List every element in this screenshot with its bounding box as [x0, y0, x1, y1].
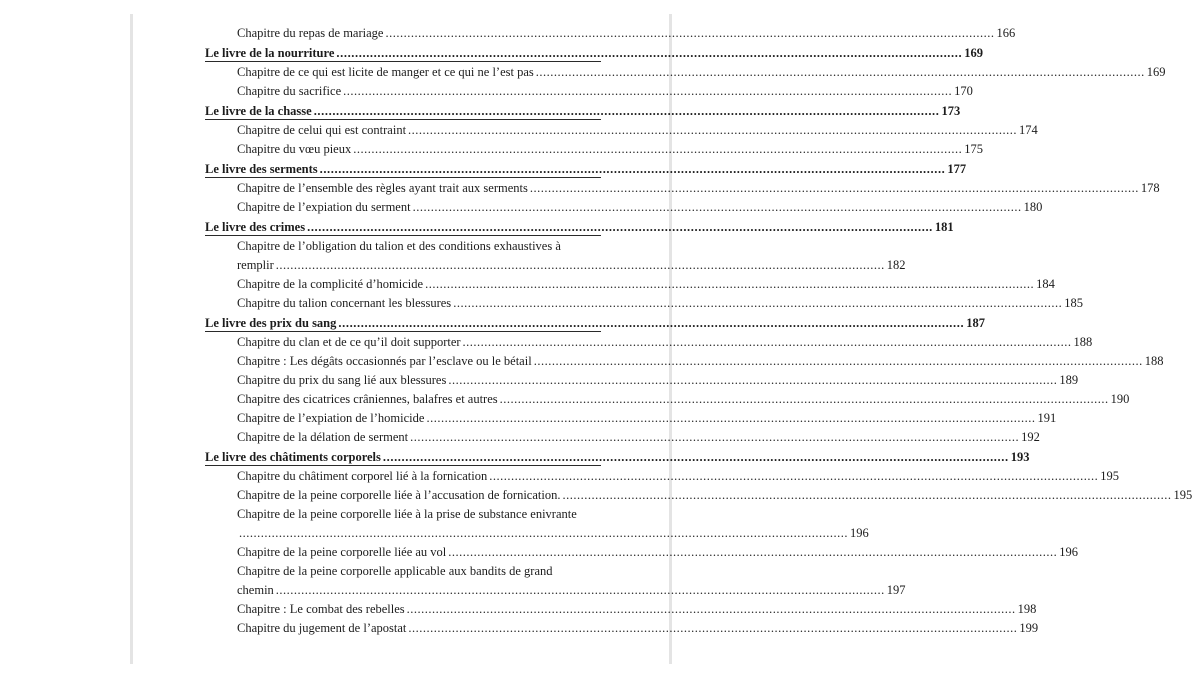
dot-leader — [410, 428, 1019, 447]
toc-entry-title: Chapitre de la délation de serment — [237, 430, 409, 444]
toc-entry-title-line2: chemin — [237, 583, 274, 597]
toc-page-number: 180 — [1023, 200, 1043, 214]
toc-page-number: 191 — [1037, 411, 1057, 425]
toc-book-heading — [205, 447, 1030, 467]
toc-page-number: 181 — [934, 220, 954, 234]
dot-leader — [407, 600, 1016, 619]
toc-entry-title: Chapitre du repas de mariage — [237, 26, 384, 40]
toc-entry-title-line2: remplir — [237, 258, 274, 272]
toc-page-number: 196 — [850, 526, 869, 540]
toc-page-number: 195 — [1100, 469, 1120, 483]
toc-page-number: 198 — [1017, 602, 1037, 616]
toc-chapter-entry — [237, 24, 1016, 43]
dot-leader — [385, 24, 994, 43]
toc-entry-line2 — [237, 581, 906, 600]
toc-page-number: 188 — [1144, 354, 1164, 368]
toc-chapter-entry — [237, 140, 983, 159]
toc-page-number: 169 — [964, 46, 983, 60]
dot-leader — [448, 543, 1057, 562]
toc-chapter-entry — [237, 121, 1038, 140]
toc-entry-title-line1: Chapitre de la peine corporelle applicable aux bandits de grand — [237, 564, 553, 578]
toc-page-number: 178 — [1140, 181, 1160, 195]
toc-chapter-entry — [237, 237, 906, 275]
dot-leader — [536, 63, 1145, 82]
toc-entry-title: Chapitre du sacrifice — [237, 84, 342, 98]
toc-chapter-entry — [237, 82, 973, 101]
toc-chapter-entry — [237, 409, 1057, 428]
toc-entry-title: Chapitre de la complicité d’homicide — [237, 277, 424, 291]
toc-chapter-entry — [237, 600, 1037, 619]
dot-leader — [453, 294, 1062, 313]
toc-page-number: 182 — [886, 258, 906, 272]
dot-leader — [562, 486, 1171, 505]
toc-page-number: 175 — [964, 142, 983, 156]
toc-page-number: 190 — [1110, 392, 1130, 406]
toc-entry-title: Le livre de la chasse — [205, 104, 312, 118]
toc-entry-title: Chapitre : Le combat des rebelles — [237, 602, 405, 616]
toc-entry-title: Le livre des serments — [205, 162, 318, 176]
dot-leader — [353, 140, 962, 159]
toc-entry-title: Chapitre de la peine corporelle liée à l’accusation de fornication. — [237, 488, 561, 502]
toc-page-number: 184 — [1036, 277, 1055, 291]
toc-entry-title: Le livre des crimes — [205, 220, 306, 234]
toc-page-number: 195 — [1173, 488, 1192, 502]
toc-entry-title: Chapitre de l’expiation de l’homicide — [237, 411, 425, 425]
toc-entry-title: Chapitre du clan et de ce qu’il doit supporter — [237, 335, 461, 349]
toc-chapter-entry — [237, 352, 1164, 371]
toc-book-heading — [205, 217, 954, 237]
dot-leader — [408, 619, 1017, 638]
dot-leader — [383, 447, 1009, 467]
toc-entry-title: Le livre des châtiments corporels — [205, 450, 381, 464]
toc-book-heading — [205, 43, 983, 63]
toc-entry-title: Chapitre du prix du sang lié aux blessures — [237, 373, 447, 387]
toc-chapter-entry — [237, 562, 906, 600]
dot-leader — [320, 159, 946, 179]
toc-entry-line2 — [237, 256, 906, 275]
toc-entry-title: Chapitre du talion concernant les blessures — [237, 296, 452, 310]
toc-page-number: 166 — [996, 26, 1016, 40]
dot-leader — [426, 409, 1035, 428]
toc-page-number: 189 — [1059, 373, 1079, 387]
toc-chapter-entry — [237, 505, 869, 543]
toc-chapter-entry — [237, 333, 1093, 352]
toc-chapter-entry — [237, 275, 1055, 294]
toc-chapter-entry — [237, 294, 1083, 313]
dot-leader — [343, 82, 952, 101]
dot-leader — [276, 581, 885, 600]
dot-leader — [314, 101, 940, 121]
toc-chapter-entry — [237, 467, 1120, 486]
toc-page-number: 185 — [1064, 296, 1083, 310]
toc-page-number: 177 — [947, 162, 967, 176]
dot-leader — [534, 352, 1143, 371]
toc-entry-title: Chapitre du jugement de l’apostat — [237, 621, 407, 635]
toc-chapter-entry — [237, 619, 1039, 638]
toc-entry-title: Chapitre de l’ensemble des règles ayant trait aux serments — [237, 181, 528, 195]
toc-entry-title: Chapitre de ce qui est licite de manger et ce qui ne l’est pas — [237, 65, 534, 79]
dot-leader — [239, 524, 848, 543]
toc-page-number: 199 — [1019, 621, 1039, 635]
toc-page-number: 197 — [886, 583, 906, 597]
toc-entry-title-line1: Chapitre de la peine corporelle liée à la prise de substance enivrante — [237, 507, 577, 521]
toc-entry-title: Chapitre du châtiment corporel lié à la fornication — [237, 469, 488, 483]
toc-chapter-entry — [237, 198, 1043, 217]
toc-chapter-entry — [237, 63, 1166, 82]
toc-entry-title: Chapitre des cicatrices crâniennes, balafres et autres — [237, 392, 498, 406]
dot-leader — [530, 179, 1139, 198]
toc-page-number: 192 — [1021, 430, 1040, 444]
toc-page-number: 174 — [1019, 123, 1038, 137]
dot-leader — [413, 198, 1022, 217]
toc-chapter-entry — [237, 390, 1130, 409]
dot-leader — [408, 121, 1017, 140]
book-page — [130, 14, 1192, 664]
dot-leader — [336, 43, 962, 63]
dot-leader — [338, 313, 964, 333]
dot-leader — [448, 371, 1057, 390]
dot-leader — [463, 333, 1072, 352]
toc-entry-title: Chapitre : Les dégâts occasionnés par l’esclave ou le bétail — [237, 354, 532, 368]
toc-chapter-entry — [237, 371, 1079, 390]
toc-page-number: 187 — [966, 316, 985, 330]
toc-page-number: 196 — [1059, 545, 1079, 559]
toc-entry-title: Chapitre de celui qui est contraint — [237, 123, 407, 137]
toc-page-number: 169 — [1146, 65, 1166, 79]
toc-chapter-entry — [237, 486, 1192, 505]
toc-page-number: 170 — [954, 84, 973, 98]
dot-leader — [489, 467, 1098, 486]
toc-entry-title: Le livre de la nourriture — [205, 46, 335, 60]
toc-entry-line2 — [237, 524, 869, 543]
toc-book-heading — [205, 159, 967, 179]
toc-chapter-entry — [237, 543, 1079, 562]
dot-leader — [500, 390, 1109, 409]
toc-chapter-entry — [237, 428, 1040, 447]
dot-leader — [276, 256, 885, 275]
toc-book-heading — [205, 313, 985, 333]
toc-page-number: 193 — [1010, 450, 1030, 464]
toc-page-number: 188 — [1073, 335, 1093, 349]
table-of-contents — [205, 24, 1192, 638]
toc-entry-title: Le livre des prix du sang — [205, 316, 337, 330]
dot-leader — [307, 217, 933, 237]
toc-book-heading — [205, 101, 961, 121]
toc-entry-title-line1: Chapitre de l’obligation du talion et des conditions exhaustives à — [237, 239, 561, 253]
toc-page-number: 173 — [941, 104, 961, 118]
toc-entry-title: Chapitre de la peine corporelle liée au vol — [237, 545, 447, 559]
toc-entry-title: Chapitre de l’expiation du serment — [237, 200, 411, 214]
toc-entry-title: Chapitre du vœu pieux — [237, 142, 352, 156]
dot-leader — [425, 275, 1034, 294]
toc-chapter-entry — [237, 179, 1160, 198]
